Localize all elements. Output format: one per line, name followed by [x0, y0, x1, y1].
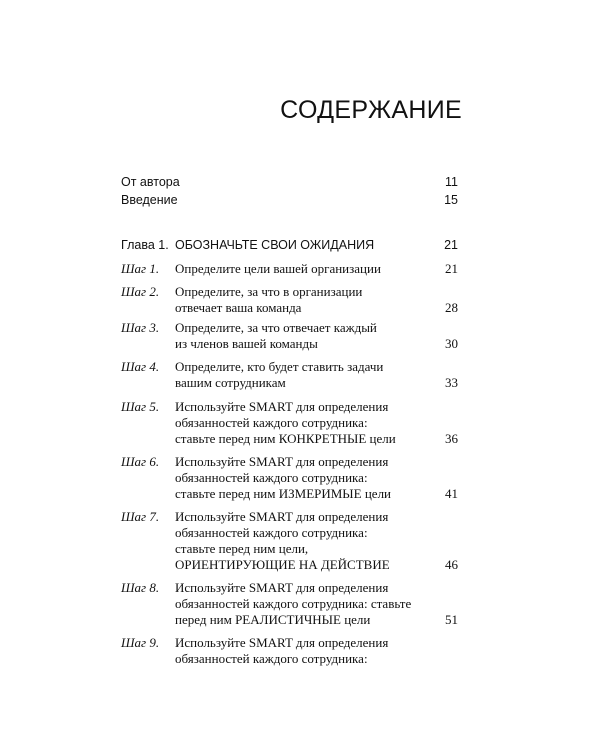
step-title-line: обязанностей каждого сотрудника:: [175, 470, 368, 485]
step-title-line: Определите цели вашей организации: [175, 261, 381, 276]
step-title-line: обязанностей каждого сотрудника:: [175, 651, 368, 666]
step-title: [175, 635, 415, 667]
step-title-line: ставьте перед ним цели,: [175, 541, 309, 556]
step-label: Шаг 8.: [121, 580, 160, 595]
step-title-line: ставьте перед ним ИЗМЕРИМЫЕ цели: [175, 486, 392, 501]
toc-page-number: 30: [445, 336, 458, 351]
step-title-line: перед ним РЕАЛИСТИЧНЫЕ цели: [175, 612, 371, 627]
step-title: [175, 261, 415, 277]
toc-entry-label: От автора: [121, 175, 180, 189]
step-label: Шаг 6.: [121, 454, 160, 469]
step-title-line: обязанностей каждого сотрудника:: [175, 525, 368, 540]
page-title: СОДЕРЖАНИЕ: [280, 96, 462, 124]
step-title: [175, 284, 415, 316]
step-title: [175, 359, 415, 391]
step-title-line: отвечает ваша команда: [175, 300, 302, 315]
step-title-line: Определите, за что в организации: [175, 284, 363, 299]
toc-page-number: 46: [445, 557, 458, 572]
step-label: Шаг 5.: [121, 399, 160, 414]
step-title-line: обязанностей каждого сотрудника:: [175, 415, 368, 430]
step-title-line: Используйте SMART для определения: [175, 580, 389, 595]
step-label: Шаг 1.: [121, 261, 160, 276]
toc-page-number: 28: [445, 300, 458, 315]
toc-page-number: 33: [445, 375, 458, 390]
step-title-line: Используйте SMART для определения: [175, 454, 389, 469]
step-label: Шаг 2.: [121, 284, 160, 299]
toc-page-number: 36: [445, 431, 458, 446]
step-label: Шаг 3.: [121, 320, 160, 335]
step-label: Шаг 9.: [121, 635, 160, 650]
step-title-line: Определите, за что отвечает каждый: [175, 320, 377, 335]
chapter-label: Глава 1.: [121, 238, 169, 252]
step-title: [175, 454, 415, 502]
toc-page-number: 21: [444, 238, 458, 252]
step-title: [175, 580, 415, 628]
step-title-line: из членов вашей команды: [175, 336, 318, 351]
step-title-line: Используйте SMART для определения: [175, 635, 389, 650]
step-title-line: вашим сотрудникам: [175, 375, 286, 390]
step-title-line: обязанностей каждого сотрудника: ставьте: [175, 596, 412, 611]
step-title-line: Используйте SMART для определения: [175, 509, 389, 524]
chapter-title: ОБОЗНАЧЬТЕ СВОИ ОЖИДАНИЯ: [175, 238, 375, 252]
toc-page-number: 41: [445, 486, 458, 501]
toc-entry-label: Введение: [121, 193, 178, 207]
toc-page-number: 21: [445, 261, 458, 276]
toc-page-number: 15: [444, 193, 458, 207]
toc-page-number: 51: [445, 612, 458, 627]
toc-page-number: 11: [445, 175, 458, 189]
step-label: Шаг 4.: [121, 359, 160, 374]
step-title: [175, 399, 415, 447]
step-title: [175, 509, 415, 573]
step-title: [175, 320, 415, 352]
step-title-line: Определите, кто будет ставить задачи: [175, 359, 384, 374]
step-title-line: ОРИЕНТИРУЮЩИЕ НА ДЕЙСТВИЕ: [175, 557, 390, 572]
step-label: Шаг 7.: [121, 509, 160, 524]
step-title-line: Используйте SMART для определения: [175, 399, 389, 414]
step-title-line: ставьте перед ним КОНКРЕТНЫЕ цели: [175, 431, 396, 446]
